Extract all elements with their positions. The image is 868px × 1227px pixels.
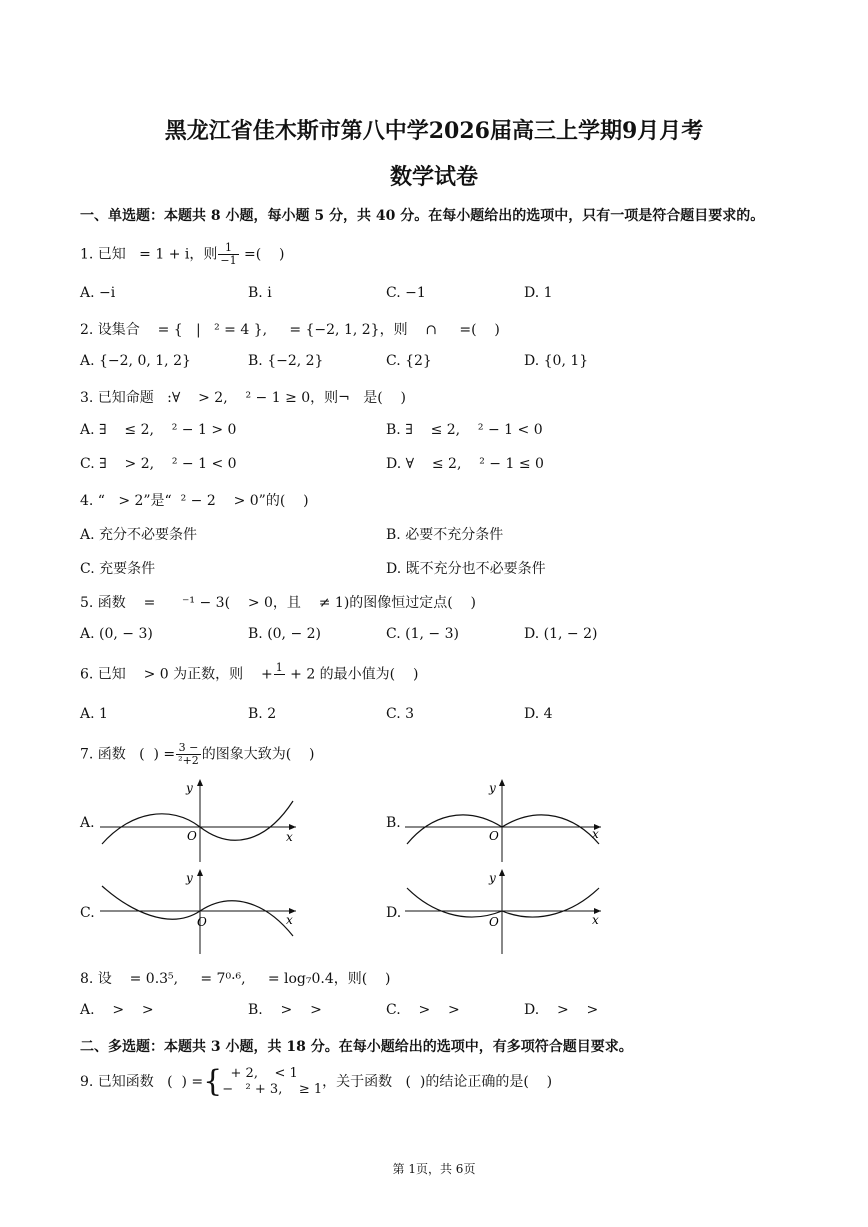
y-label: y [489,781,496,795]
graph-a [100,776,300,864]
question-1-stem-b: =( ) [239,246,285,263]
question-5-option-b: B. (0, − 2) [248,626,322,642]
question-3: 3. 已知命题 :∀ > 2, ² − 1 ≥ 0，则¬ 是( ) [80,390,406,406]
y-axis-arrow [197,779,203,786]
question-2-option-d: D. {0, 1} [524,353,589,369]
question-5-option-d: D. (1, − 2) [524,626,598,642]
origin-label: O [197,915,207,929]
piecewise-case-1: + 2, < 1 [222,1066,298,1081]
y-axis-arrow [499,869,505,876]
question-1-option-a: A. −i [80,285,116,301]
question-6-fraction [274,662,285,687]
graph-b [405,776,605,864]
origin-label: O [187,829,197,843]
question-9-stem-b: ，关于函数 ( )的结论正确的是( ) [322,1074,553,1090]
section-2-heading: 二、多选题：本题共 3 小题，共 18 分。在每小题给出的选项中，有多项符合题目要求。 [80,1039,633,1055]
question-8-option-c: C. > > [386,1002,460,1018]
graph-c [100,866,300,956]
question-5: 5. 函数 = ⁻¹ − 3( > 0，且 ≠ 1)的图像恒过定点( ) [80,595,477,611]
question-4-option-d: D. 既不充分也不必要条件 [386,561,546,577]
exam-subtitle: 数学试卷 [389,164,478,190]
question-7-option-d: D. [386,905,402,921]
question-3-option-b: B. ∃ ≤ 2, ² − 1 < 0 [386,422,543,438]
fraction-numerator: 1 [275,661,283,674]
question-2-option-b: B. {−2, 2} [248,353,324,369]
question-9-stem-a: 9. 已知函数 ( ) = [80,1074,204,1090]
function-curve [102,801,293,844]
piecewise-cases [222,1066,322,1098]
question-7-option-b: B. [386,815,401,831]
question-1-option-d: D. 1 [524,285,553,301]
x-label: x [592,913,599,927]
question-8-option-d: D. > > [524,1002,599,1018]
question-1-option-c: C. −1 [386,285,426,301]
question-6 [80,662,418,687]
question-7-fraction [176,742,201,767]
x-label: x [286,913,293,927]
origin-label: O [489,915,499,929]
exam-title: 黑龙江省佳木斯市第八中学2026届高三上学期9月月考 [164,118,704,144]
question-2-option-a: A. {−2, 0, 1, 2} [80,353,191,369]
question-6-stem-a: 6. 已知 > 0 为正数，则 + [80,666,273,683]
piecewise-case-2: − ² + 3, ≥ 1 [222,1082,323,1097]
fraction-denominator: ²+2 [178,754,199,767]
question-7-stem-a: 7. 函数 ( ) = [80,746,176,763]
question-5-option-a: A. (0, − 3) [80,626,153,642]
x-label: x [592,827,599,841]
y-axis-arrow [499,779,505,786]
question-1 [80,242,284,267]
question-9 [80,1066,552,1098]
question-4-option-a: A. 充分不必要条件 [80,527,198,543]
question-2-option-c: C. {2} [386,353,432,369]
question-8: 8. 设 = 0.3⁵, = 7⁰·⁶, = log₇0.4，则( ) [80,971,391,987]
question-1-option-b: B. i [248,285,272,301]
question-6-option-a: A. 1 [80,706,108,722]
fraction-denominator [274,675,285,687]
question-7-option-c: C. [80,905,95,921]
y-axis-arrow [197,869,203,876]
question-2: 2. 设集合 = { | ² = 4 }, = {−2, 1, 2}，则 ∩ =( ) [80,322,500,338]
question-7-option-a: A. [80,815,95,831]
question-8-option-a: A. > > [80,1002,154,1018]
question-4-option-c: C. 充要条件 [80,561,156,577]
question-3-option-c: C. ∃ > 2, ² − 1 < 0 [80,456,237,472]
fraction-denominator: −1 [220,254,237,267]
question-4-option-b: B. 必要不充分条件 [386,527,504,543]
fraction-numerator: 3 − [176,742,201,755]
question-6-stem-b: + 2 的最小值为( ) [285,666,419,683]
function-curve [407,888,599,917]
graph-d [405,866,605,956]
x-label: x [286,830,293,844]
question-3-option-d: D. ∀ ≤ 2, ² − 1 ≤ 0 [386,456,544,472]
question-8-option-b: B. > > [248,1002,322,1018]
piecewise-brace: { [203,1064,223,1099]
question-7-stem-b: 的图象大致为( ) [201,746,315,763]
question-7 [80,742,315,767]
function-curve [407,815,599,844]
y-label: y [186,781,193,795]
fraction-numerator: 1 [218,242,238,255]
question-1-stem-a: 1. 已知 = 1 + i，则 [80,246,218,263]
section-1-heading: 一、单选题：本题共 8 小题，每小题 5 分，共 40 分。在每小题给出的选项中，只有一项是符合题目要求的。 [80,208,765,224]
question-6-option-c: C. 3 [386,706,415,722]
y-label: y [489,871,496,885]
question-6-option-d: D. 4 [524,706,553,722]
question-1-fraction [218,242,238,267]
origin-label: O [489,829,499,843]
page-footer: 第 1页，共 6页 [392,1162,476,1176]
question-5-option-c: C. (1, − 3) [386,626,459,642]
question-3-option-a: A. ∃ ≤ 2, ² − 1 > 0 [80,422,237,438]
question-6-option-b: B. 2 [248,706,277,722]
question-4: 4. “ > 2”是“ ² − 2 > 0”的( ) [80,493,309,509]
y-label: y [186,871,193,885]
